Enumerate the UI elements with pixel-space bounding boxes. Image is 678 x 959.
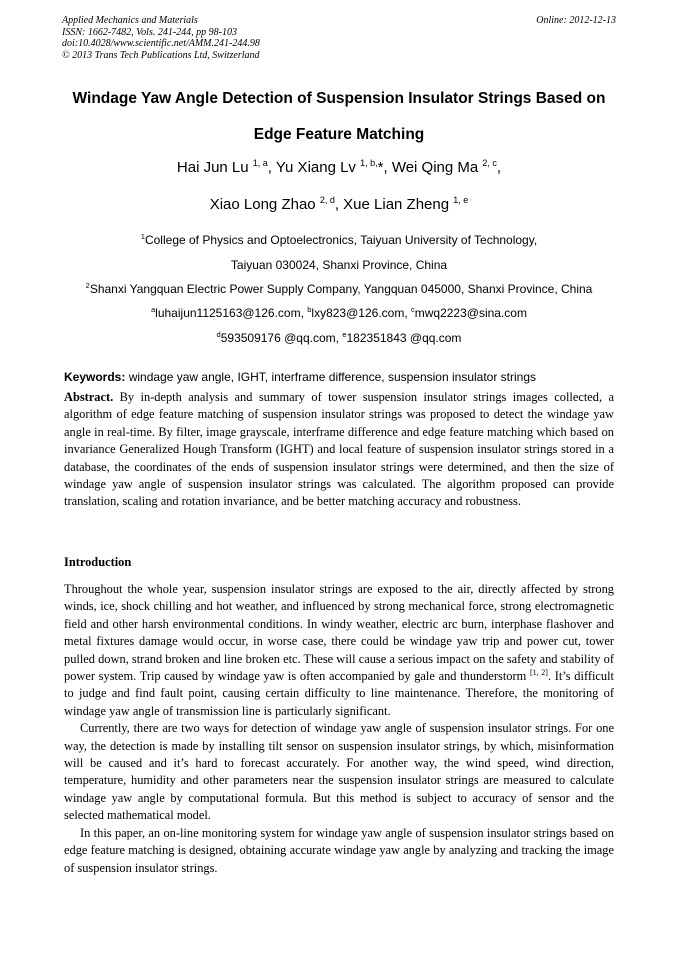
- author-name: Wei Qing Ma: [391, 159, 479, 176]
- paragraph: Currently, there are two ways for detection of windage yaw angle of suspension insulator strings. For one way, the detection is made by installing tilt sensor on suspension insulator strings, by which, misinformation will be caused and it’s hard to forecast accurately. For another way, the wind speed, wind direction, temperature, humidity and other parameters near the suspension insulator strings are measured to calculate windage yaw angle by computational formula. But this method is subject to accuracy of sensor and the selected mathematical model.: [64, 721, 614, 823]
- author-email: luhaijun1125163@126.com: [155, 306, 301, 320]
- author-email: mwq2223@sina.com: [414, 306, 527, 320]
- keywords-label: Keywords:: [64, 370, 126, 384]
- author-affiliation-mark: 2, c: [482, 158, 497, 168]
- author-affiliation-mark: 1, a: [252, 158, 268, 168]
- author-name: Xue Lian Zheng: [343, 196, 450, 213]
- author-name: Hai Jun Lu: [176, 159, 249, 176]
- journal-header: [62, 15, 616, 61]
- issn-line: ISSN: 1662-7482, Vols. 241-244, pp 98-103: [62, 26, 237, 38]
- affiliation-number: 1: [140, 232, 145, 241]
- authors-line-2: Xiao Long Zhao $^{2, d}$, Xue Lian Zheng $^{1, e}$: [209, 195, 469, 213]
- affiliation-number: 2: [85, 281, 90, 290]
- author-email: 593509176 @qq.com: [220, 331, 336, 345]
- author-email: lxy823@126.com: [311, 306, 405, 320]
- paper-title-line-2: Edge Feature Matching: [253, 126, 425, 143]
- affiliation-1-line-1: [30, 233, 648, 247]
- authors-line-1: Hai Jun Lu $^{1, a}$, Yu Xiang Lv $^{1, b,}$*, Wei Qing Ma $^{2, c}$,: [176, 158, 502, 176]
- introduction-body: [64, 581, 614, 877]
- abstract-label: Abstract.: [64, 390, 114, 404]
- author-emails-line-2: $^d$593509176 @qq.com, $^e$182351843 @qq.com: [216, 330, 462, 345]
- abstract-text: By in-depth analysis and summary of tower suspension insulator strings images collected, a algorithm of edge feature matching of suspension insulator strings was proposed to detect the windage yaw angle in real-time. By filter, image grayscale, interframe difference and edge feature matching which based on invariance Generalized Hough Transform (IGHT) and local feature of suspension insulator strings stored in a database, the coordinates of the ends of suspension insulator strings were determined, and then the size of windage yaw angle of suspension insulator strings was calculated. The algorithm proposed can provide translation, scaling and rotation invariance, and be better matching accuracy and robustness.: [64, 390, 614, 509]
- abstract: [64, 389, 614, 511]
- affiliation-text: College of Physics and Optoelectronics, Taiyuan University of Technology,: [144, 233, 538, 247]
- doi-line: doi:10.4028/www.scientific.net/AMM.241-244.98: [62, 38, 260, 49]
- author-name: Yu Xiang Lv: [275, 159, 356, 176]
- online-date: Online: 2012-12-13: [536, 15, 616, 26]
- paragraph: In this paper, an on-line monitoring system for windage yaw angle of suspension insulator strings based on edge feature matching is designed, obtaining accurate windage yaw angle by analyzing and tracking the image of suspension insulator strings.: [64, 825, 614, 875]
- author-emails-line-1: $^a$luhaijun1125163@126.com, $^b$lxy823@126.com, $^c$mwq2223@sina.com: [151, 305, 527, 320]
- author-name: Xiao Long Zhao: [209, 196, 316, 213]
- paragraph-text: . It’s difficult to judge and find fault point, causing certain difficulty to line maintenance. Therefore, the monitoring of windage yaw angle of transmission line is particularly significant.: [64, 669, 614, 718]
- paragraph-text: Throughout the whole year, suspension insulator strings are exposed to the air, directly affected by strong winds, ice, shock chilling and hot weather, and influenced by strong mechanical force, strong electromagnetic field and other harsh environmental conditions. In windy weather, electric arc burn, interphase flashover and metal fixtures damage would occur, in worse case, there could be windage yaw trip and power cut, tower pulled down, strand broken and line broken etc. These will cause a serious impact on the safety and stability of power system. Trip caused by windage yaw is often accompanied by gale and thunderstorm: [64, 582, 614, 684]
- paragraph: [64, 581, 614, 720]
- affiliation-1-line-2: Taiyuan 030024, Shanxi Province, China: [230, 258, 448, 272]
- author-email: 182351843 @qq.com: [346, 331, 462, 345]
- author-affiliation-mark: 1, b,: [360, 158, 378, 168]
- corresponding-author-mark: *: [377, 159, 384, 176]
- citation: [1, 2]: [529, 668, 548, 678]
- copyright-line: © 2013 Trans Tech Publications Ltd, Switzerland: [62, 49, 260, 61]
- affiliation-2: [30, 282, 648, 296]
- affiliation-text: Shanxi Yangquan Electric Power Supply Company, Yangquan 045000, Shanxi Province, China: [89, 282, 593, 296]
- email-mark: b: [307, 305, 312, 314]
- email-mark: d: [216, 330, 221, 339]
- author-affiliation-mark: 1, e: [453, 195, 469, 205]
- keywords: [64, 370, 624, 384]
- keywords-text: windage yaw angle, IGHT, interframe difference, suspension insulator strings: [128, 370, 537, 384]
- author-affiliation-mark: 2, d: [319, 195, 335, 205]
- section-heading-introduction: Introduction: [64, 555, 132, 569]
- email-mark: c: [411, 305, 415, 314]
- paper-title-line-1: Windage Yaw Angle Detection of Suspension Insulator Strings Based on: [72, 90, 606, 107]
- email-mark: a: [151, 305, 156, 314]
- journal-name: Applied Mechanics and Materials: [62, 15, 198, 26]
- email-mark: e: [342, 330, 347, 339]
